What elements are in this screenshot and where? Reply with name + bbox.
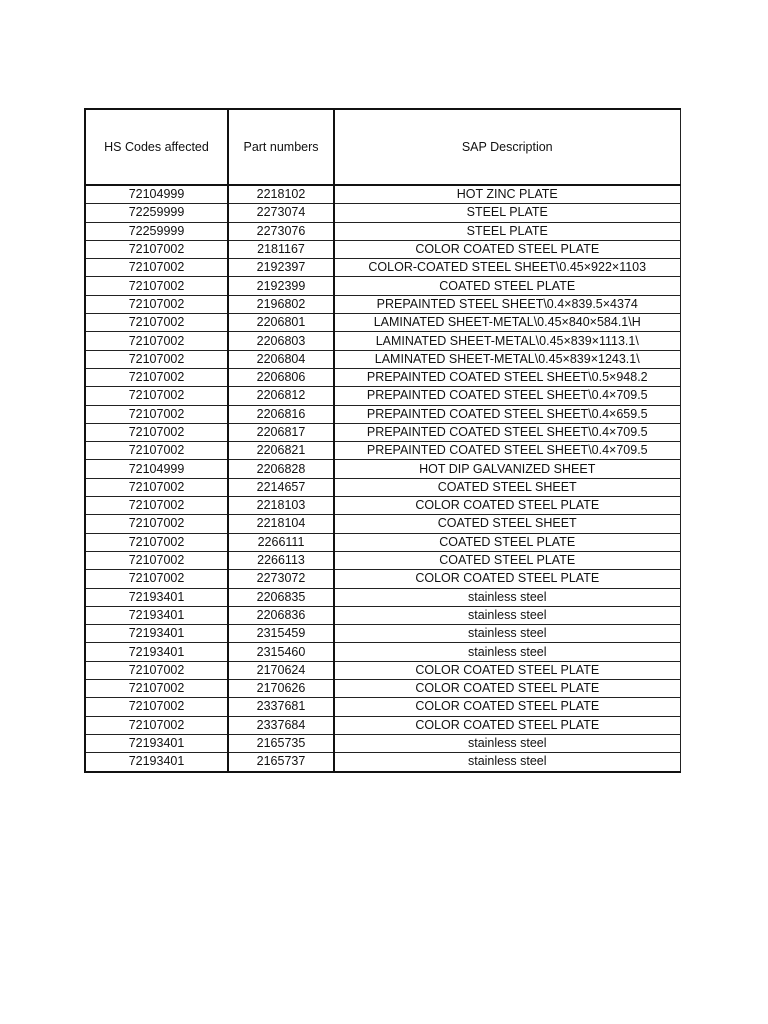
- hs-code-cell: 72104999: [85, 460, 228, 478]
- part-number-cell: 2206804: [228, 350, 334, 368]
- table-row: [85, 551, 680, 569]
- part-number-cell: 2206821: [228, 442, 334, 460]
- table-row: [85, 588, 680, 606]
- hs-code-cell: 72107002: [85, 533, 228, 551]
- hs-code-cell: 72107002: [85, 314, 228, 332]
- sap-description-cell: PREPAINTED COATED STEEL SHEET\0.4×709.5: [334, 423, 680, 441]
- hs-code-cell: 72107002: [85, 350, 228, 368]
- hs-code-cell: 72107002: [85, 368, 228, 386]
- table-row: [85, 185, 680, 204]
- sap-description-cell: STEEL PLATE: [334, 222, 680, 240]
- table-row: [85, 460, 680, 478]
- table-body: [85, 185, 680, 772]
- part-number-cell: 2206806: [228, 368, 334, 386]
- hs-code-cell: 72107002: [85, 277, 228, 295]
- part-number-cell: 2273076: [228, 222, 334, 240]
- header-sap-description: SAP Description: [334, 109, 680, 185]
- part-number-cell: 2206801: [228, 314, 334, 332]
- sap-description-cell: stainless steel: [334, 606, 680, 624]
- header-part-numbers: Part numbers: [228, 109, 334, 185]
- sap-description-cell: PREPAINTED COATED STEEL SHEET\0.4×659.5: [334, 405, 680, 423]
- hs-code-cell: 72107002: [85, 515, 228, 533]
- sap-description-cell: stainless steel: [334, 625, 680, 643]
- part-number-cell: 2206816: [228, 405, 334, 423]
- hs-code-cell: 72107002: [85, 240, 228, 258]
- table-row: [85, 295, 680, 313]
- table-row: [85, 350, 680, 368]
- hs-code-cell: 72107002: [85, 716, 228, 734]
- table-row: [85, 405, 680, 423]
- part-number-cell: 2266111: [228, 533, 334, 551]
- sap-description-cell: COATED STEEL PLATE: [334, 533, 680, 551]
- hs-code-cell: 72259999: [85, 222, 228, 240]
- part-number-cell: 2315459: [228, 625, 334, 643]
- sap-description-cell: PREPAINTED COATED STEEL SHEET\0.4×709.5: [334, 442, 680, 460]
- part-number-cell: 2273072: [228, 570, 334, 588]
- sap-description-cell: stainless steel: [334, 643, 680, 661]
- table-row: [85, 423, 680, 441]
- part-number-cell: 2315460: [228, 643, 334, 661]
- hs-code-cell: 72104999: [85, 185, 228, 204]
- table-row: [85, 753, 680, 772]
- sap-description-cell: COLOR COATED STEEL PLATE: [334, 716, 680, 734]
- hs-code-cell: 72259999: [85, 204, 228, 222]
- table-row: [85, 478, 680, 496]
- sap-description-cell: HOT DIP GALVANIZED SHEET: [334, 460, 680, 478]
- sap-description-cell: COLOR COATED STEEL PLATE: [334, 661, 680, 679]
- sap-description-cell: STEEL PLATE: [334, 204, 680, 222]
- part-number-cell: 2170624: [228, 661, 334, 679]
- hs-code-cell: 72107002: [85, 680, 228, 698]
- table-row: [85, 204, 680, 222]
- sap-description-cell: COLOR COATED STEEL PLATE: [334, 698, 680, 716]
- sap-description-cell: stainless steel: [334, 753, 680, 772]
- sap-description-cell: COATED STEEL SHEET: [334, 515, 680, 533]
- part-number-cell: 2273074: [228, 204, 334, 222]
- part-number-cell: 2165735: [228, 734, 334, 752]
- hs-code-cell: 72107002: [85, 698, 228, 716]
- hs-code-cell: 72107002: [85, 295, 228, 313]
- table-row: [85, 332, 680, 350]
- table-row: [85, 606, 680, 624]
- sap-description-cell: COATED STEEL SHEET: [334, 478, 680, 496]
- part-number-cell: 2192397: [228, 259, 334, 277]
- part-number-cell: 2218103: [228, 497, 334, 515]
- table-row: [85, 570, 680, 588]
- hs-code-cell: 72107002: [85, 551, 228, 569]
- hs-code-cell: 72107002: [85, 405, 228, 423]
- hs-code-cell: 72107002: [85, 259, 228, 277]
- part-number-cell: 2170626: [228, 680, 334, 698]
- part-number-cell: 2181167: [228, 240, 334, 258]
- hs-code-cell: 72107002: [85, 478, 228, 496]
- part-number-cell: 2218104: [228, 515, 334, 533]
- part-number-cell: 2206828: [228, 460, 334, 478]
- hs-code-cell: 72193401: [85, 734, 228, 752]
- hs-code-cell: 72193401: [85, 753, 228, 772]
- sap-description-cell: PREPAINTED COATED STEEL SHEET\0.5×948.2: [334, 368, 680, 386]
- part-number-cell: 2218102: [228, 185, 334, 204]
- table-row: [85, 368, 680, 386]
- hs-code-cell: 72107002: [85, 332, 228, 350]
- hs-codes-table: [84, 108, 681, 773]
- sap-description-cell: PREPAINTED STEEL SHEET\0.4×839.5×4374: [334, 295, 680, 313]
- table-row: [85, 277, 680, 295]
- table-header: [85, 109, 680, 185]
- sap-description-cell: LAMINATED SHEET-METAL\0.45×840×584.1\H: [334, 314, 680, 332]
- part-number-cell: 2206803: [228, 332, 334, 350]
- part-number-cell: 2206836: [228, 606, 334, 624]
- part-number-cell: 2266113: [228, 551, 334, 569]
- table-row: [85, 442, 680, 460]
- hs-code-cell: 72107002: [85, 387, 228, 405]
- sap-description-cell: COLOR COATED STEEL PLATE: [334, 680, 680, 698]
- part-number-cell: 2192399: [228, 277, 334, 295]
- part-number-cell: 2206835: [228, 588, 334, 606]
- table-row: [85, 625, 680, 643]
- sap-description-cell: COLOR COATED STEEL PLATE: [334, 570, 680, 588]
- table-row: [85, 643, 680, 661]
- table-row: [85, 661, 680, 679]
- sap-description-cell: stainless steel: [334, 734, 680, 752]
- table-row: [85, 497, 680, 515]
- table-row: [85, 533, 680, 551]
- sap-description-cell: PREPAINTED COATED STEEL SHEET\0.4×709.5: [334, 387, 680, 405]
- part-number-cell: 2337684: [228, 716, 334, 734]
- table-row: [85, 515, 680, 533]
- hs-code-cell: 72107002: [85, 570, 228, 588]
- hs-code-cell: 72193401: [85, 643, 228, 661]
- sap-description-cell: HOT ZINC PLATE: [334, 185, 680, 204]
- table-row: [85, 680, 680, 698]
- part-number-cell: 2165737: [228, 753, 334, 772]
- table-row: [85, 259, 680, 277]
- hs-code-cell: 72193401: [85, 625, 228, 643]
- sap-description-cell: COLOR COATED STEEL PLATE: [334, 240, 680, 258]
- hs-code-cell: 72193401: [85, 606, 228, 624]
- sap-description-cell: COLOR COATED STEEL PLATE: [334, 497, 680, 515]
- sap-description-cell: LAMINATED SHEET-METAL\0.45×839×1113.1\: [334, 332, 680, 350]
- hs-code-cell: 72107002: [85, 423, 228, 441]
- hs-code-cell: 72107002: [85, 497, 228, 515]
- part-number-cell: 2214657: [228, 478, 334, 496]
- hs-code-cell: 72193401: [85, 588, 228, 606]
- sap-description-cell: stainless steel: [334, 588, 680, 606]
- table-row: [85, 734, 680, 752]
- table-row: [85, 222, 680, 240]
- part-number-cell: 2337681: [228, 698, 334, 716]
- part-number-cell: 2206817: [228, 423, 334, 441]
- sap-description-cell: LAMINATED SHEET-METAL\0.45×839×1243.1\: [334, 350, 680, 368]
- sap-description-cell: COATED STEEL PLATE: [334, 277, 680, 295]
- sap-description-cell: COATED STEEL PLATE: [334, 551, 680, 569]
- table-row: [85, 698, 680, 716]
- header-hs-codes: HS Codes affected: [85, 109, 228, 185]
- table-row: [85, 314, 680, 332]
- hs-code-cell: 72107002: [85, 661, 228, 679]
- header-row: [85, 109, 680, 185]
- table-row: [85, 387, 680, 405]
- sap-description-cell: COLOR-COATED STEEL SHEET\0.45×922×1103: [334, 259, 680, 277]
- table-row: [85, 716, 680, 734]
- hs-code-cell: 72107002: [85, 442, 228, 460]
- part-number-cell: 2206812: [228, 387, 334, 405]
- part-number-cell: 2196802: [228, 295, 334, 313]
- table-row: [85, 240, 680, 258]
